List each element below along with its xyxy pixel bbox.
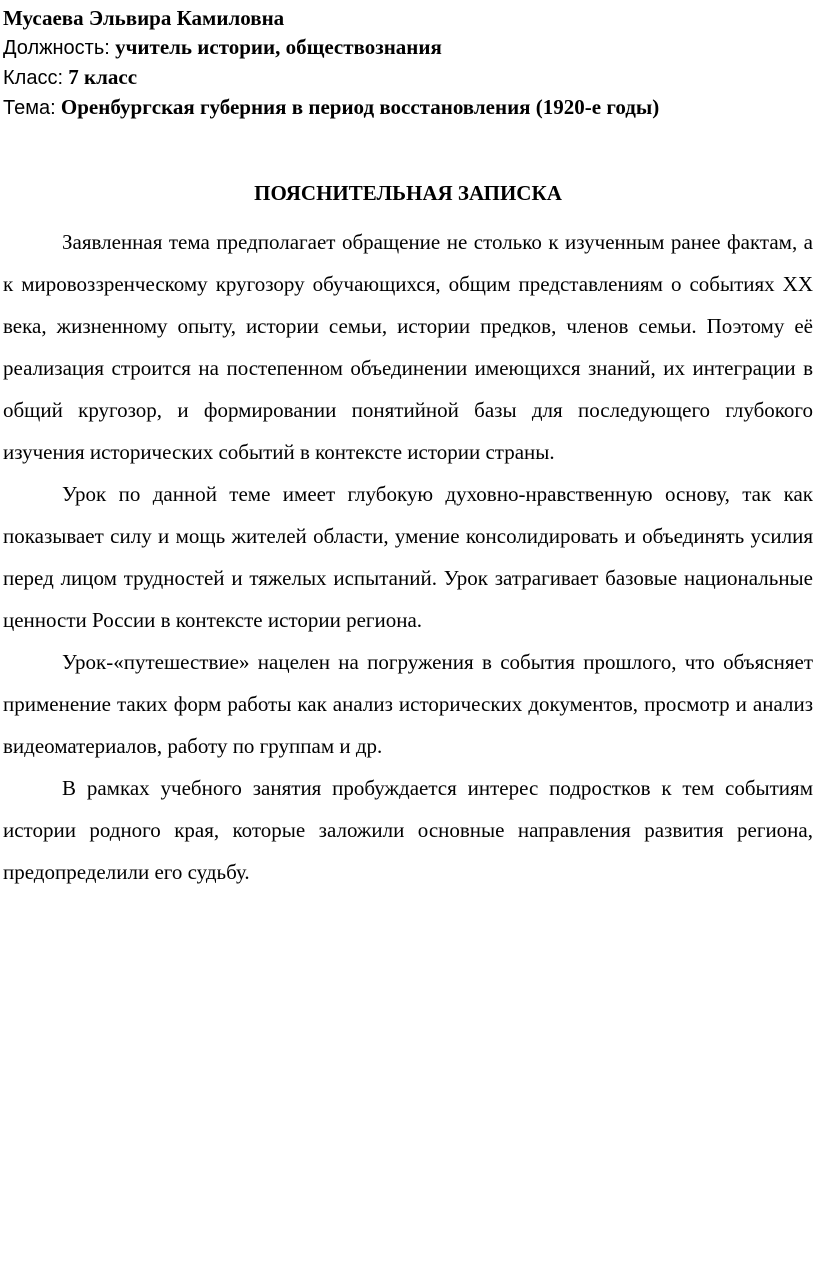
position-label: Должность: (3, 37, 110, 59)
position-value: учитель истории, обществознания (115, 35, 442, 59)
topic-label: Тема: (3, 97, 56, 119)
topic-line (3, 93, 813, 123)
paragraph: Урок-«путешествие» нацелен на погружения в события прошлого, что объясняет применение таких форм работы как анализ исторических документов, просмотр и анализ видеоматериалов, работу по группам и др. (3, 650, 813, 758)
document-title: ПОЯСНИТЕЛЬНАЯ ЗАПИСКА (254, 181, 562, 205)
class-line (3, 63, 813, 93)
position-line (3, 33, 813, 63)
class-value: 7 класс (68, 65, 138, 89)
explanatory-note-body (3, 221, 813, 893)
paragraph: Заявленная тема предполагает обращение не столько к изученным ранее фактам, а к мировоззренческому кругозору обучающихся, общим представлениям о событиях XX века, жизненному опыту, истории семьи, истории предков, членов семьи. Поэтому её реализация строится на постепенном объединении имеющихся знаний, их интеграции в общий кругозор, и формировании понятийной базы для последующего глубокого изучения исторических событий в контексте истории страны. (3, 230, 813, 464)
paragraph: В рамках учебного занятия пробуждается интерес подростков к тем событиям истории родного края, которые заложили основные направления развития региона, предопределили его судьбу. (3, 776, 813, 884)
author-name: Мусаева Эльвира Камиловна (3, 6, 285, 30)
topic-value: Оренбургская губерния в период восстановления (1920-е годы) (60, 95, 660, 119)
paragraph: Урок по данной теме имеет глубокую духовно-нравственную основу, так как показывает силу и мощь жителей области, умение консолидировать и объединять усилия перед лицом трудностей и тяжелых испытаний. Урок затрагивает базовые национальные ценности России в контексте истории региона. (3, 482, 813, 632)
class-label: Класс: (3, 67, 63, 89)
document-header (3, 4, 813, 123)
